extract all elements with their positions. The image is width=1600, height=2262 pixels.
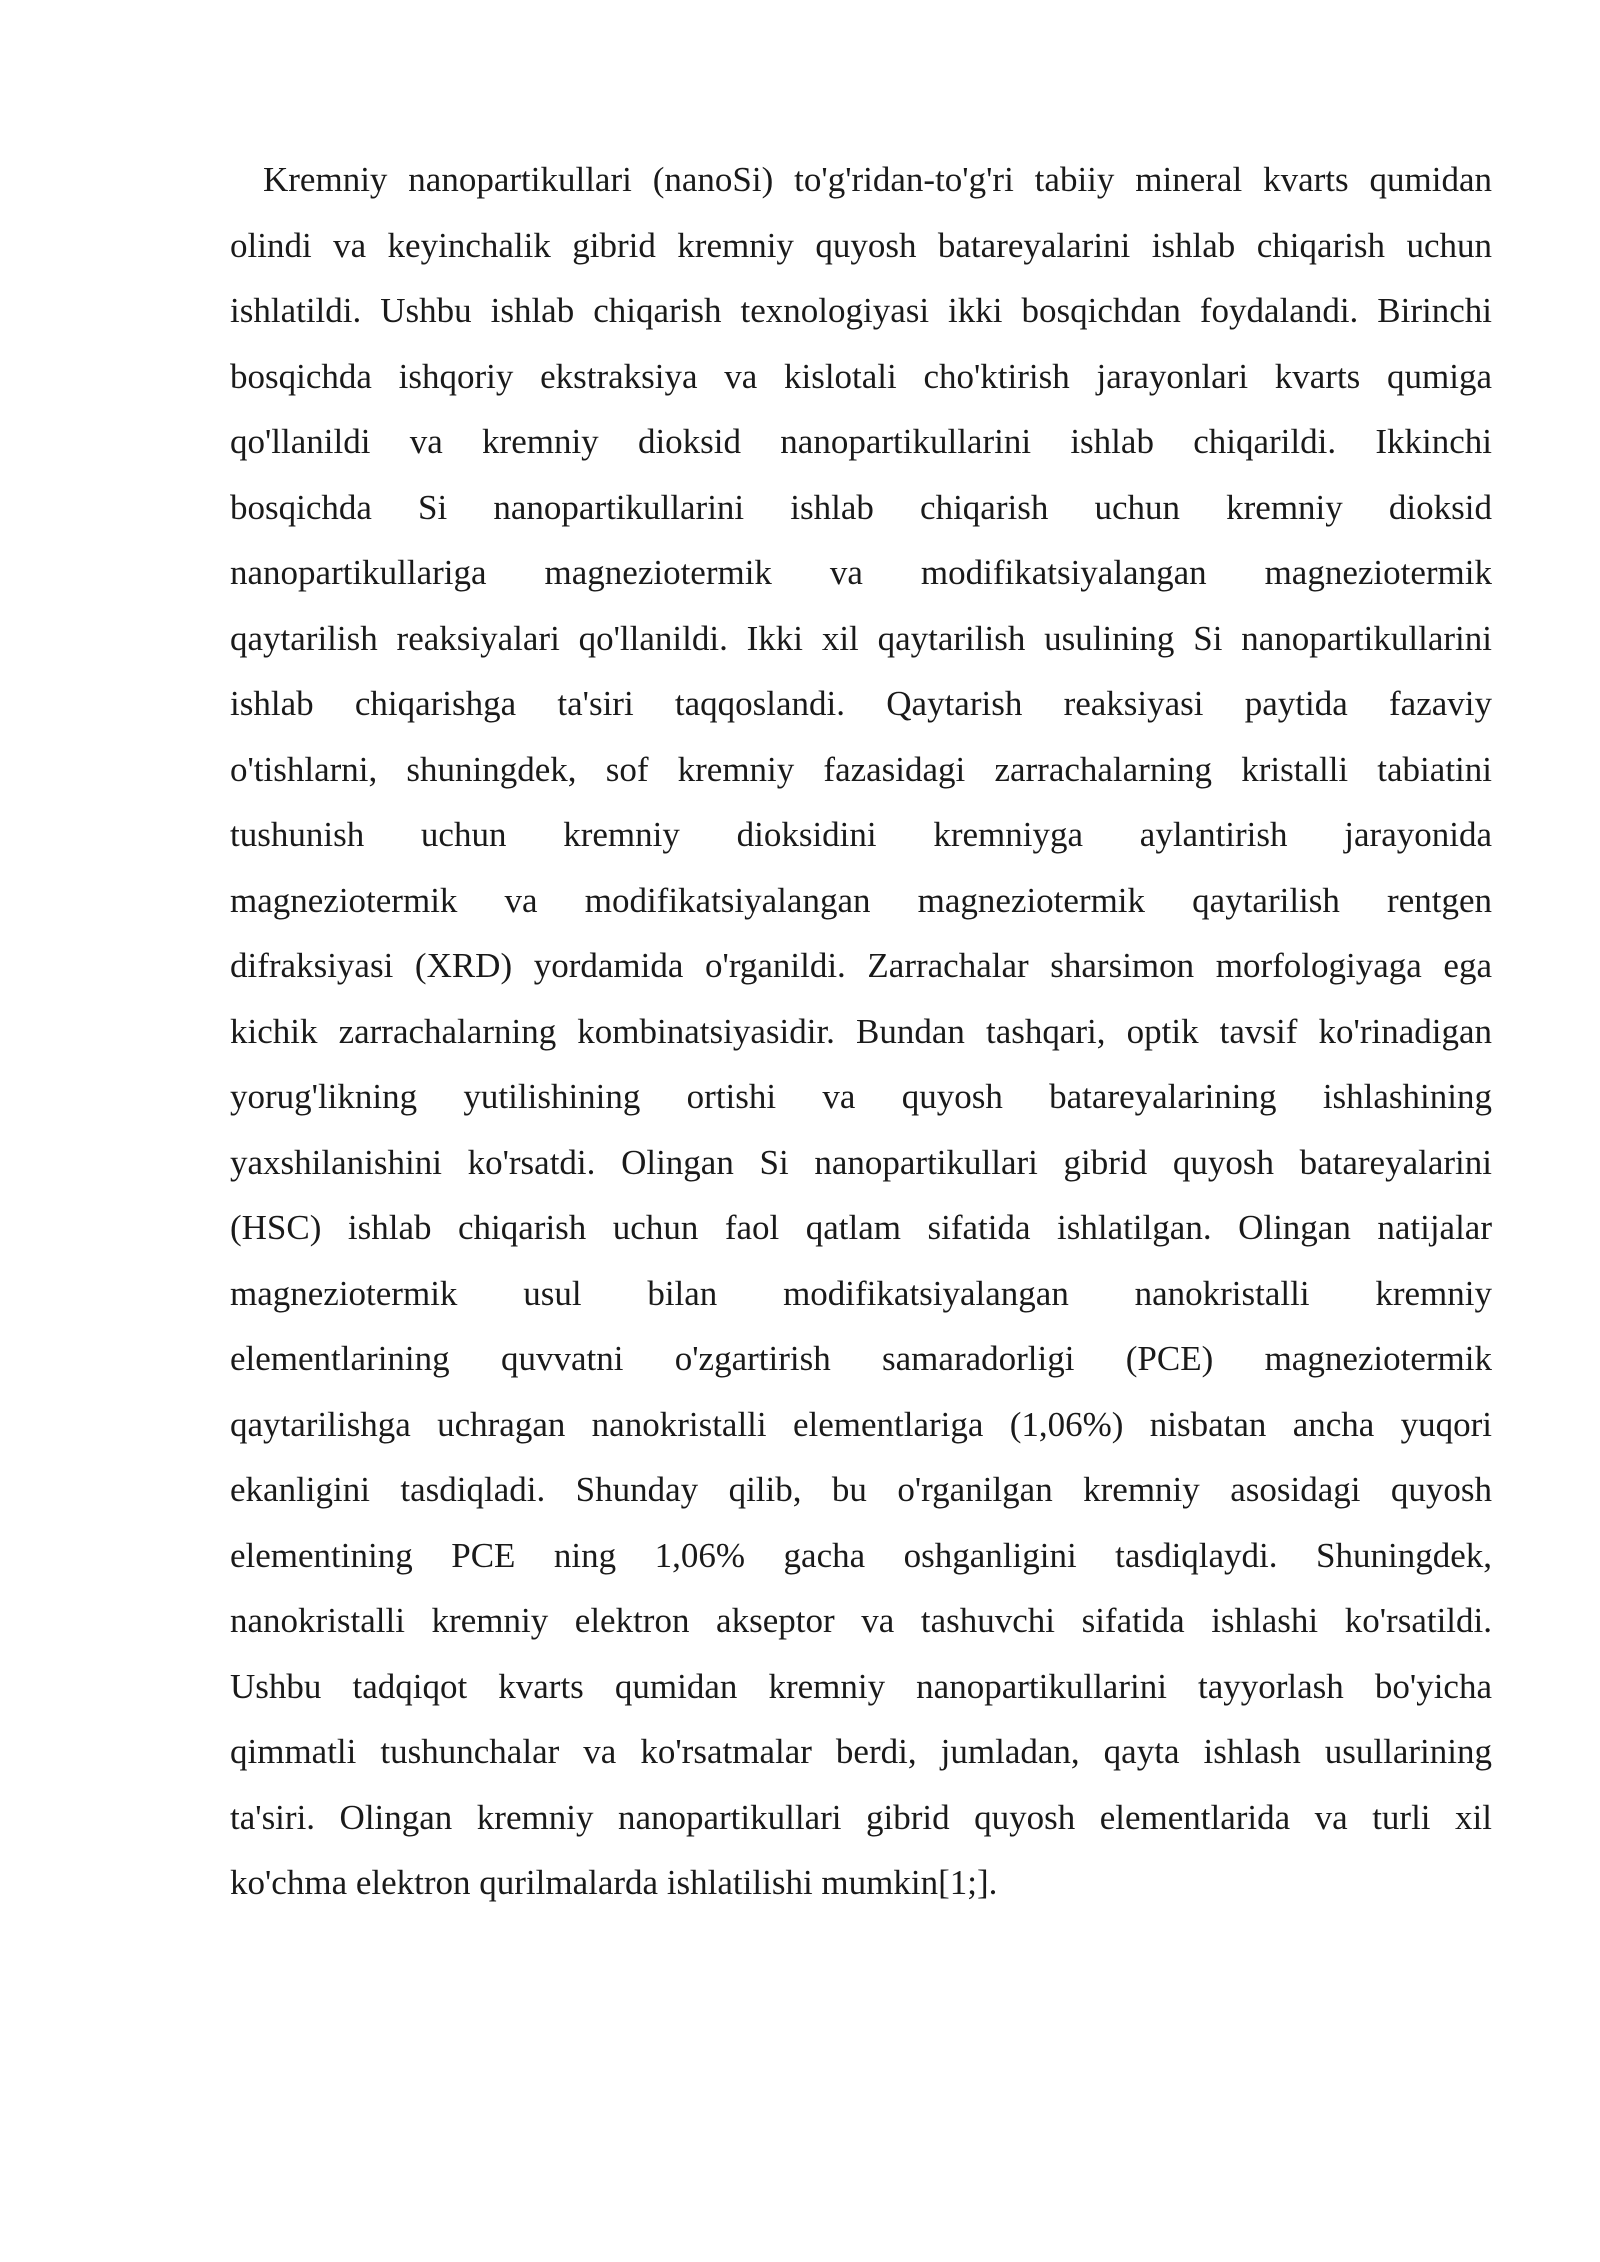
paragraph-line: qaytarilish reaksiyalari qo'llanildi. Ikki xil qaytarilish usulining Si nanopartikullarini	[230, 618, 1492, 658]
paragraph-line: qimmatli tushunchalar va ko'rsatmalar berdi, jumladan, qayta ishlash usullarining	[230, 1732, 1492, 1771]
paragraph-line: o'tishlarni, shuningdek, sof kremniy fazasidagi zarrachalarning kristalli tabiatini	[230, 749, 1492, 789]
paragraph-line: (HSC) ishlab chiqarish uchun faol qatlam sifatida ishlatilgan. Olingan natijalar	[230, 1208, 1492, 1247]
paragraph-line: Kremniy nanopartikullari (nanoSi) to'g'ridan-to'g'ri tabiiy mineral kvarts qumidan	[263, 160, 1492, 199]
paragraph-line: bosqichda ishqoriy ekstraksiya va kislotali cho'ktirish jarayonlari kvarts qumiga	[230, 356, 1492, 396]
paragraph-line: bosqichda Si nanopartikullarini ishlab chiqarish uchun kremniy dioksid	[230, 487, 1492, 527]
paragraph-line: qo'llanildi va kremniy dioksid nanopartikullarini ishlab chiqarildi. Ikkinchi	[230, 422, 1492, 461]
paragraph-line: difraksiyasi (XRD) yordamida o'rganildi. Zarrachalar sharsimon morfologiyaga ega	[230, 946, 1492, 985]
paragraph-line: yorug'likning yutilishining ortishi va quyosh batareyalarining ishlashining	[230, 1077, 1492, 1116]
paragraph-line: ishlab chiqarishga ta'siri taqqoslandi. Qaytarish reaksiyasi paytida fazaviy	[230, 684, 1492, 723]
paragraph-line: qaytarilishga uchragan nanokristalli elementlariga (1,06%) nisbatan ancha yuqori	[230, 1404, 1492, 1444]
paragraph-line: olindi va keyinchalik gibrid kremniy quyosh batareyalarini ishlab chiqarish uchun	[230, 225, 1492, 265]
paragraph-line: elementining PCE ning 1,06% gacha oshganligini tasdiqlaydi. Shuningdek,	[230, 1535, 1492, 1575]
paragraph-line: yaxshilanishini ko'rsatdi. Olingan Si nanopartikullari gibrid quyosh batareyalarini	[230, 1142, 1492, 1182]
paragraph-line: tushunish uchun kremniy dioksidini kremniyga aylantirish jarayonida	[230, 815, 1492, 854]
paragraph-line: magneziotermik usul bilan modifikatsiyalangan nanokristalli kremniy	[230, 1273, 1492, 1313]
paragraph-line: nanopartikullariga magneziotermik va modifikatsiyalangan magneziotermik	[230, 553, 1492, 592]
paragraph-line: magneziotermik va modifikatsiyalangan magneziotermik qaytarilish rentgen	[230, 880, 1492, 920]
paragraph-line: ta'siri. Olingan kremniy nanopartikullari gibrid quyosh elementlarida va turli xil	[230, 1797, 1492, 1837]
paragraph-line: ekanligini tasdiqladi. Shunday qilib, bu o'rganilgan kremniy asosidagi quyosh	[230, 1470, 1492, 1509]
paragraph-line: kichik zarrachalarning kombinatsiyasidir. Bundan tashqari, optik tavsif ko'rinadigan	[230, 1011, 1492, 1051]
paragraph-line: ko'chma elektron qurilmalarda ishlatilishi mumkin[1;].	[230, 1863, 998, 1902]
paragraph-line: ishlatildi. Ushbu ishlab chiqarish texnologiyasi ikki bosqichdan foydalandi. Birinchi	[230, 291, 1492, 330]
paragraph-line: nanokristalli kremniy elektron akseptor va tashuvchi sifatida ishlashi ko'rsatildi.	[230, 1601, 1492, 1640]
paragraph-line: Ushbu tadqiqot kvarts qumidan kremniy nanopartikullarini tayyorlash bo'yicha	[230, 1666, 1492, 1706]
paragraph-line: elementlarining quvvatni o'zgartirish samaradorligi (PCE) magneziotermik	[230, 1339, 1492, 1378]
body-paragraph	[230, 147, 1492, 1916]
